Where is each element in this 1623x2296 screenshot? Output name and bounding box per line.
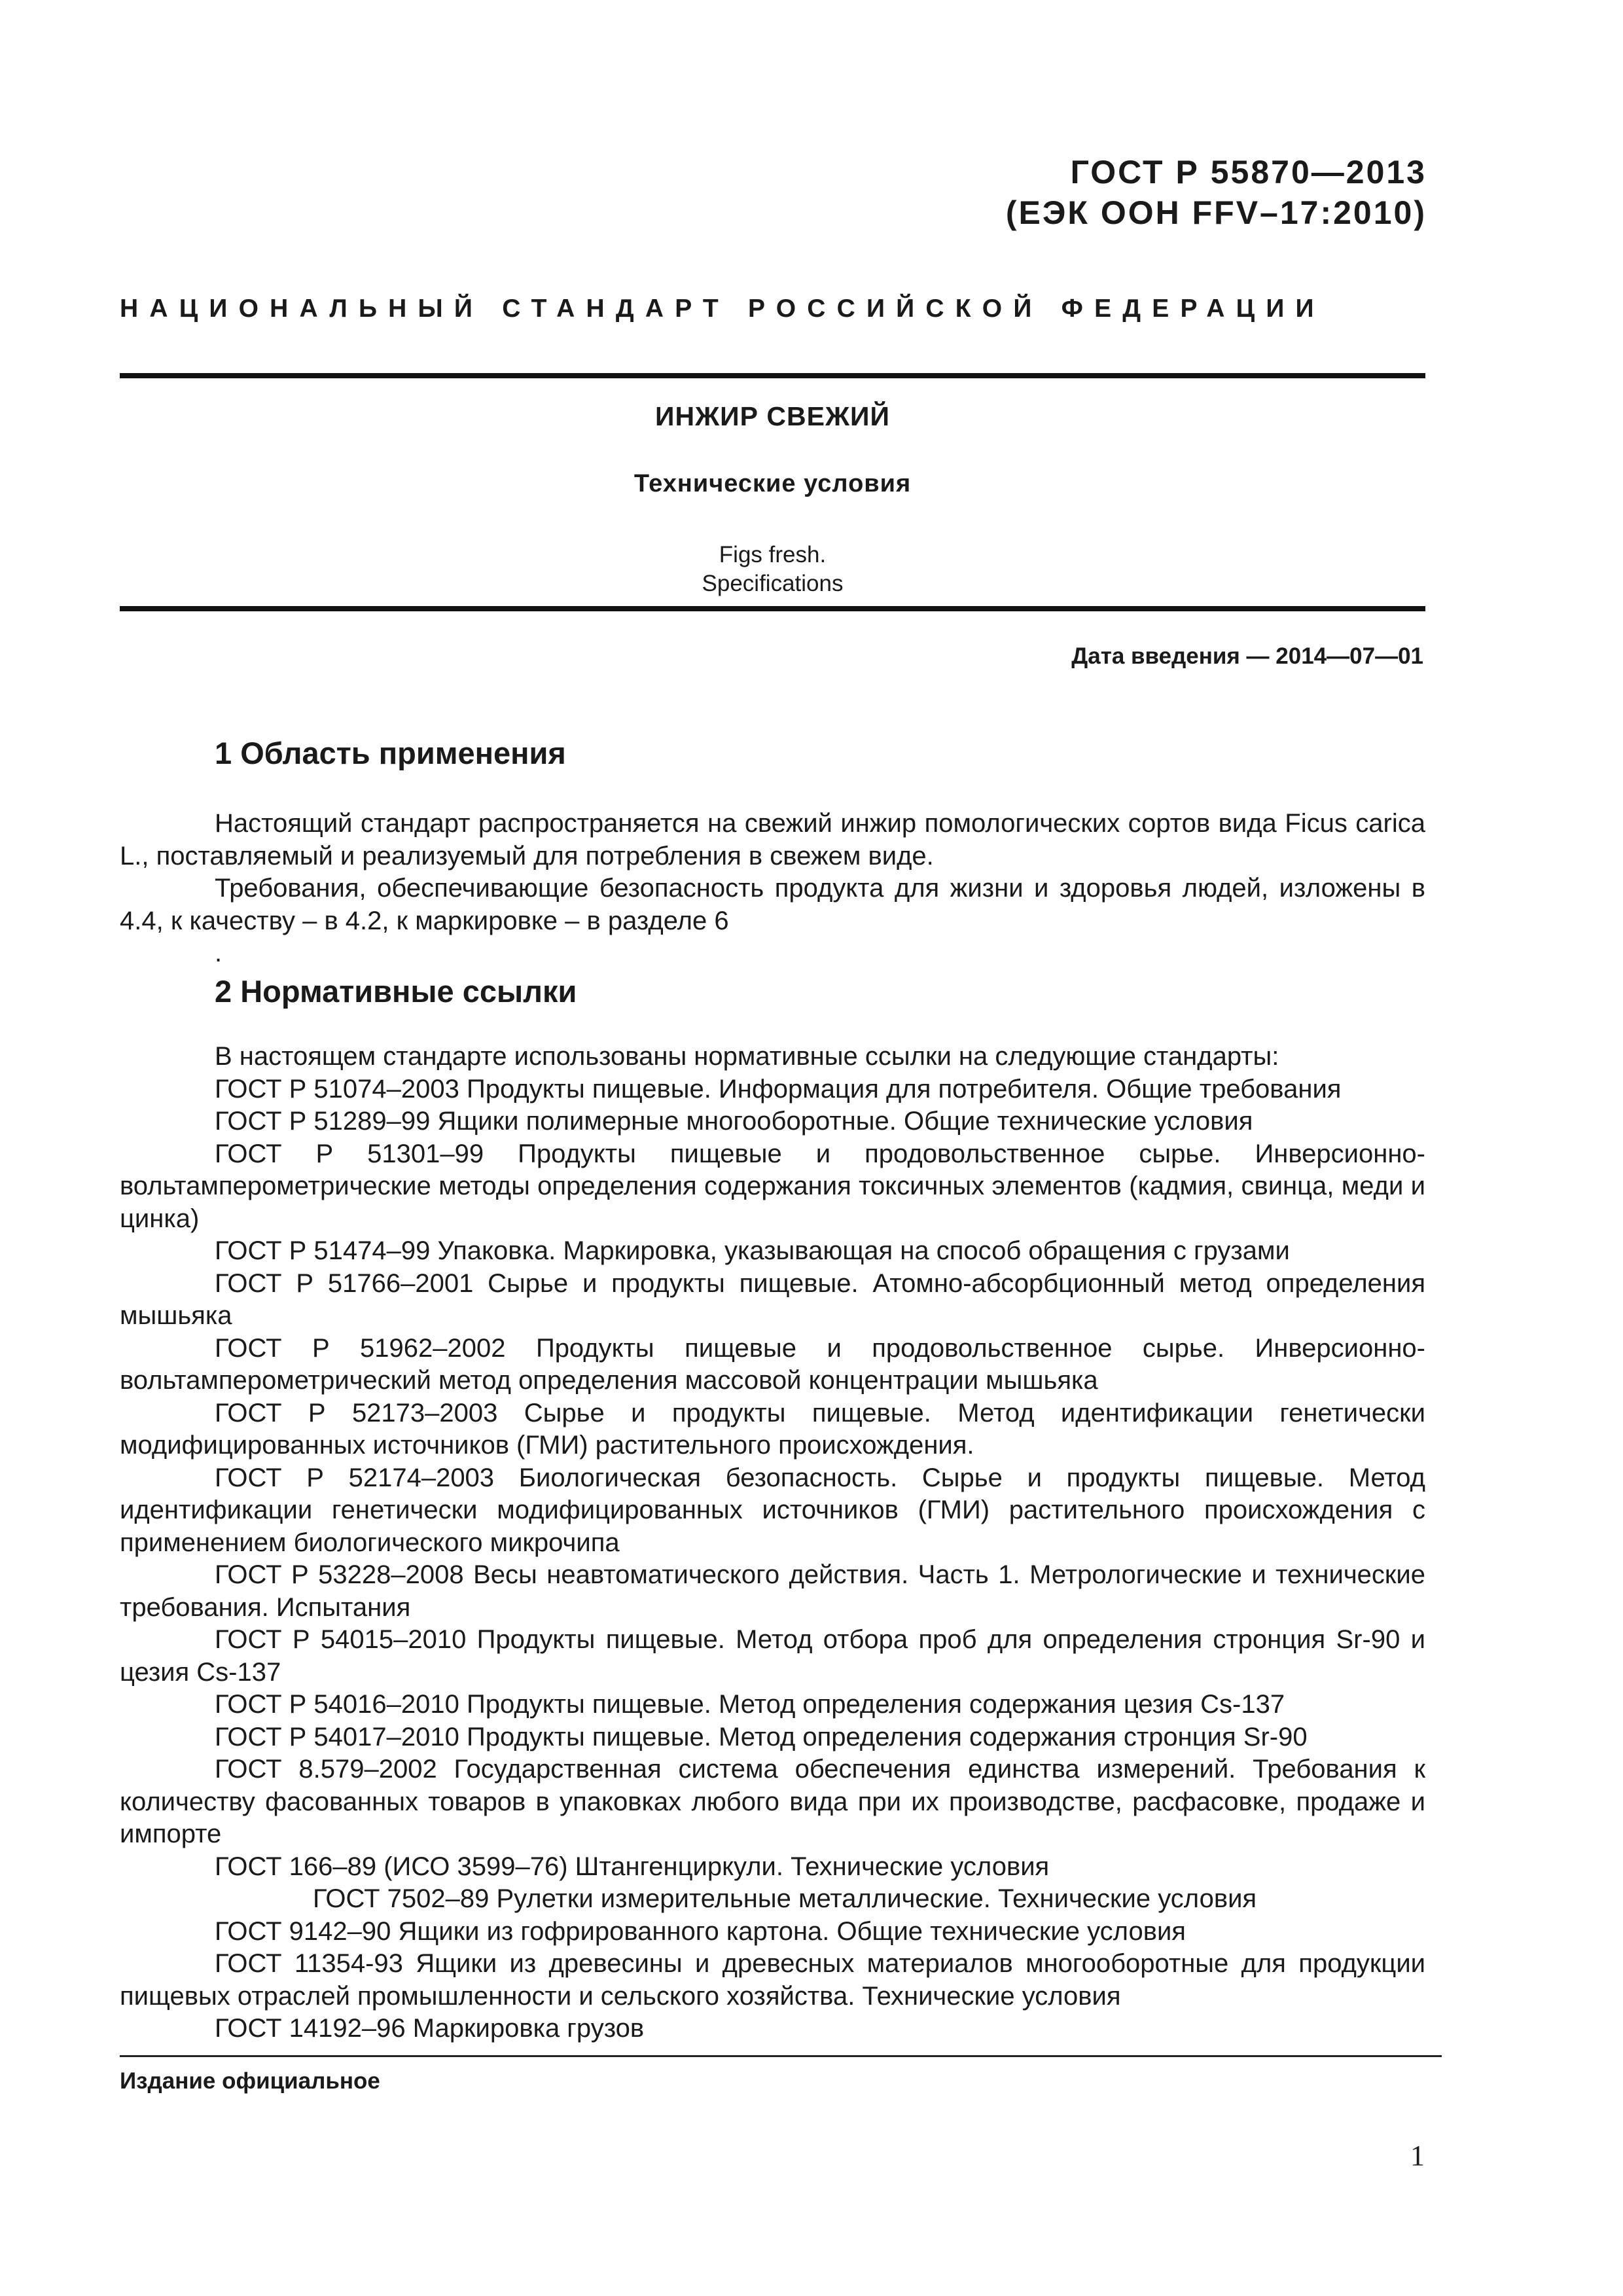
reference-item: ГОСТ Р 51962–2002 Продукты пищевые и продовольственное сырье. Инверсионно-вольтамперометрический метод определения массовой концентрации мышьяка: [120, 1333, 1425, 1395]
english-title-line-2: Specifications: [702, 571, 844, 596]
title-rule: [120, 606, 1425, 611]
standard-designation: [1006, 152, 1427, 233]
introduction-date: Дата введения — 2014—07—01: [1071, 643, 1423, 669]
footer-rule: [120, 2055, 1442, 2057]
reference-item: ГОСТ Р 51301–99 Продукты пищевые и продовольственное сырье. Инверсионно-вольтамперометрические методы определения содержания токсичных элементов (кадмия, свинца, меди и цинка): [120, 1139, 1425, 1233]
reference-item: ГОСТ Р 51074–2003 Продукты пищевые. Информация для потребителя. Общие требования: [215, 1074, 1342, 1103]
reference-item: ГОСТ Р 52173–2003 Сырье и продукты пищевые. Метод идентификации генетически модифицированных источников (ГМИ) растительного происхождения.: [120, 1398, 1425, 1460]
stray-period: .: [215, 939, 223, 967]
national-standard-banner: НАЦИОНАЛЬНЫЙ СТАНДАРТ РОССИЙСКОЙ ФЕДЕРАЦИИ: [120, 295, 1325, 323]
reference-item: ГОСТ Р 53228–2008 Весы неавтоматического действия. Часть 1. Метрологические и технические требования. Испытания: [120, 1560, 1425, 1622]
reference-item: ГОСТ Р 54015–2010 Продукты пищевые. Метод отбора проб для определения стронция Sr-90 и цезия Cs-137: [120, 1625, 1425, 1687]
official-edition-label: Издание официальное: [120, 2068, 380, 2094]
page-number: 1: [1410, 2140, 1425, 2172]
section-2-heading: 2 Нормативные ссылки: [215, 974, 577, 1009]
section-1-body: [120, 808, 1425, 970]
reference-item: ГОСТ Р 54016–2010 Продукты пищевые. Метод определения содержания цезия Cs-137: [215, 1690, 1285, 1719]
reference-item: ГОСТ Р 51474–99 Упаковка. Маркировка, указывающая на способ обращения с грузами: [215, 1236, 1290, 1265]
reference-item: ГОСТ 14192–96 Маркировка грузов: [215, 2014, 645, 2043]
english-title-line-1: Figs fresh.: [719, 542, 827, 567]
reference-item: ГОСТ Р 51289–99 Ящики полимерные многооборотные. Общие технические условия: [215, 1107, 1253, 1136]
reference-item: ГОСТ 7502–89 Рулетки измерительные металлические. Технические условия: [313, 1884, 1257, 1913]
reference-item: ГОСТ 8.579–2002 Государственная система обеспечения единства измерений. Требования к количеству фасованных товаров в упаковках любого вида при их производстве, расфасовке, продаже и импорте: [120, 1755, 1425, 1848]
document-title: ИНЖИР СВЕЖИЙ: [655, 401, 890, 431]
reference-item: В настоящем стандарте использованы нормативные ссылки на следующие стандарты:: [215, 1042, 1279, 1071]
normative-references-list: [120, 1041, 1425, 2045]
reference-item: ГОСТ Р 52174–2003 Биологическая безопасность. Сырье и продукты пищевые. Метод идентификации генетически модифицированных источников (ГМИ) растительного происхождения с применением биологического микрочипа: [120, 1463, 1425, 1557]
designation-alt: (ЕЭК ООН FFV–17:2010): [1005, 194, 1427, 231]
reference-item: ГОСТ Р 54017–2010 Продукты пищевые. Метод определения содержания стронция Sr-90: [215, 1722, 1308, 1751]
english-title: [120, 541, 1425, 598]
reference-item: ГОСТ 9142–90 Ящики из гофрированного картона. Общие технические условия: [215, 1916, 1186, 1946]
reference-item: ГОСТ Р 51766–2001 Сырье и продукты пищевые. Атомно-абсорбционный метод определения мышьяка: [120, 1268, 1425, 1330]
section-1-paragraph: Настоящий стандарт распространяется на свежий инжир помологических сортов вида Ficus carica L., поставляемый и реализуемый для потребления в свежем виде.: [120, 809, 1425, 870]
reference-item: ГОСТ 166–89 (ИСО 3599–76) Штангенциркули. Технические условия: [215, 1852, 1050, 1881]
section-1-heading: 1 Область применения: [215, 736, 566, 770]
designation-number: ГОСТ Р 55870—2013: [1070, 154, 1427, 190]
top-rule: [120, 373, 1425, 378]
document-subtitle: Технические условия: [633, 470, 912, 497]
reference-item: ГОСТ 11354-93 Ящики из древесины и древесных материалов многооборотные для продукции пищевых отраслей промышленности и сельского хозяйства. Технические условия: [120, 1949, 1425, 2011]
section-1-paragraph: Требования, обеспечивающие безопасность продукта для жизни и здоровья людей, изложены в 4.4, к качеству – в 4.2, к маркировке – в разделе 6: [120, 874, 1425, 935]
